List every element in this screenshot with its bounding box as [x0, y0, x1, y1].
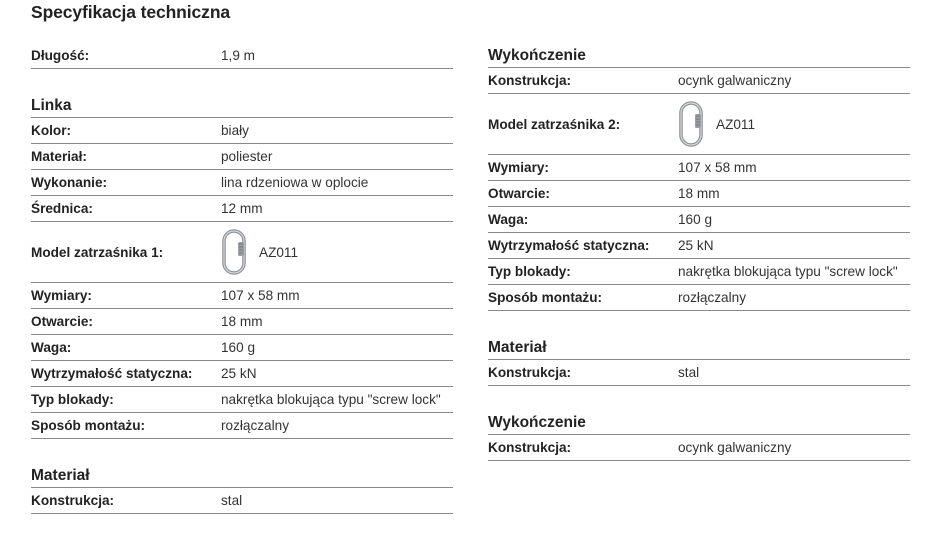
spec-value: rozłączalny: [221, 418, 289, 433]
spec-row: [31, 488, 453, 514]
spec-row: [488, 259, 910, 285]
spec-value: 107 x 58 mm: [221, 288, 300, 303]
spec-label: Wytrzymałość statyczna:: [488, 238, 650, 253]
spec-label: Średnica:: [31, 201, 93, 216]
carabiner-icon: [221, 229, 247, 275]
spec-label: Otwarcie:: [488, 186, 550, 201]
spec-label: Konstrukcja:: [31, 493, 115, 508]
section-title-finish: Wykończenie: [488, 411, 910, 435]
spec-value: 25 kN: [678, 238, 714, 253]
spec-row: [488, 68, 910, 94]
spec-value: 160 g: [678, 212, 713, 227]
spec-value: 18 mm: [221, 314, 263, 329]
spec-value: stal: [678, 365, 700, 380]
spec-label: Otwarcie:: [31, 314, 93, 329]
section-title-material: Materiał: [488, 336, 910, 360]
spec-label: Sposób montażu:: [31, 418, 146, 433]
spec-label: Konstrukcja:: [488, 73, 572, 88]
spec-label: Typ blokady:: [31, 392, 114, 407]
spec-row: [488, 360, 910, 386]
spec-row: [31, 335, 453, 361]
spec-row: [31, 309, 453, 335]
spec-label: Długość:: [31, 47, 90, 63]
spec-value: 12 mm: [221, 201, 263, 216]
spec-label: Konstrukcja:: [488, 440, 572, 455]
spec-value: stal: [221, 493, 243, 508]
spec-row-length: [31, 42, 453, 69]
spec-label: Wymiary:: [488, 160, 549, 175]
spec-column-left: [31, 42, 453, 514]
spec-value: [678, 101, 910, 147]
spec-value: rozłączalny: [678, 290, 746, 305]
spec-value: [221, 229, 453, 275]
spec-label: Model zatrzaśnika 1:: [31, 244, 164, 260]
spec-label: Model zatrzaśnika 2:: [488, 116, 621, 132]
model-code: AZ011: [716, 116, 756, 132]
spec-column-right: [488, 44, 910, 461]
spec-row: [488, 435, 910, 461]
spec-row: [31, 413, 453, 439]
spec-row: [31, 170, 453, 196]
spec-row: [488, 207, 910, 233]
section-title-finish: Wykończenie: [488, 44, 910, 68]
spec-value: 160 g: [221, 340, 256, 355]
spec-value: lina rdzeniowa w oplocie: [221, 175, 369, 190]
spec-row: [31, 387, 453, 413]
spec-row: [31, 196, 453, 222]
spec-row: [31, 283, 453, 309]
spec-value: 25 kN: [221, 366, 257, 381]
spec-label: Wymiary:: [31, 288, 92, 303]
spec-row: [31, 361, 453, 387]
spec-row: [31, 144, 453, 170]
spec-row: [31, 118, 453, 144]
spec-row: [488, 285, 910, 311]
spec-label: Konstrukcja:: [488, 365, 572, 380]
spec-label: Wykonanie:: [31, 175, 108, 190]
spec-label: Waga:: [488, 212, 529, 227]
spec-label: Sposób montażu:: [488, 290, 603, 305]
spec-row: [488, 181, 910, 207]
spec-row: [488, 233, 910, 259]
section-title-material: Materiał: [31, 464, 453, 488]
spec-value: biały: [221, 123, 249, 138]
spec-value: nakrętka blokująca typu "screw lock": [678, 264, 898, 279]
page-title: Specyfikacja techniczna: [31, 2, 231, 22]
spec-value: 1,9 m: [221, 47, 255, 63]
spec-value: ocynk galwaniczny: [678, 440, 792, 455]
spec-label: Waga:: [31, 340, 72, 355]
spec-value: poliester: [221, 149, 273, 164]
spec-row-model: [31, 222, 453, 283]
spec-row: [488, 155, 910, 181]
section-title-linka: Linka: [31, 94, 453, 118]
carabiner-icon: [678, 101, 704, 147]
spec-label: Materiał:: [31, 149, 87, 164]
spec-label: Typ blokady:: [488, 264, 571, 279]
spec-label: Wytrzymałość statyczna:: [31, 366, 193, 381]
model-code: AZ011: [259, 244, 299, 260]
spec-label: Kolor:: [31, 123, 72, 138]
spec-value: 18 mm: [678, 186, 720, 201]
spec-value: ocynk galwaniczny: [678, 73, 792, 88]
spec-value: 107 x 58 mm: [678, 160, 757, 175]
spec-row-model: [488, 94, 910, 155]
spec-value: nakrętka blokująca typu "screw lock": [221, 392, 441, 407]
